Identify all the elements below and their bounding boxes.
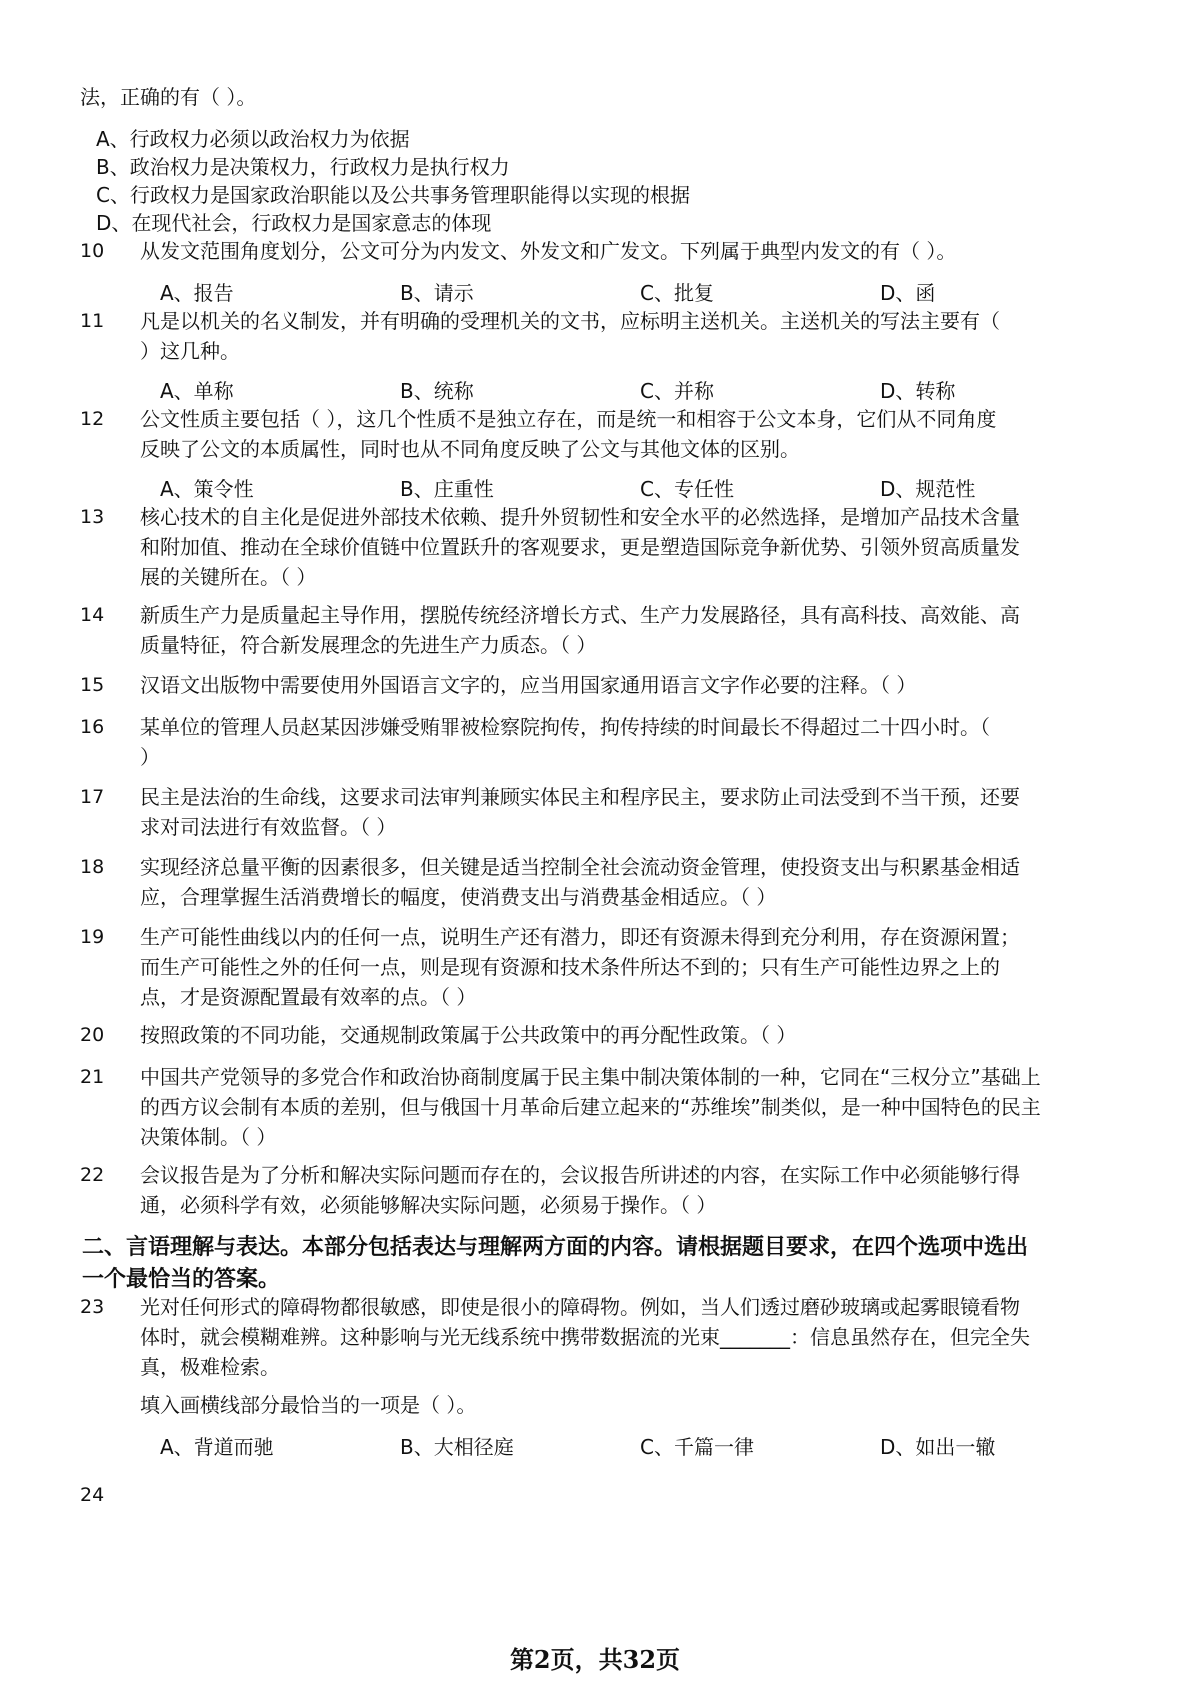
question-number: 12 <box>80 408 105 430</box>
question-10-text: 从发文范围角度划分，公文可分为内发文、外发文和广发文。下列属于典型内发文的有（ ）。 <box>140 239 957 263</box>
question-number: 21 <box>80 1066 105 1088</box>
question-number: 20 <box>80 1024 105 1046</box>
question-11-text: 凡是以机关的名义制发，并有明确的受理机关的文书，应标明主送机关。主送机关的写法主要有（ ）这几种。 <box>140 309 1000 363</box>
q10-option-b: B、请示 <box>400 281 474 305</box>
question-number: 14 <box>80 604 105 626</box>
question-18-text: 实现经济总量平衡的因素很多，但关键是适当控制全社会流动资金管理，使投资支出与积累基金相适 应，合理掌握生活消费增长的幅度，使消费支出与消费基金相适应。（ ） <box>140 855 1020 909</box>
question-19-text: 生产可能性曲线以内的任何一点，说明生产还有潜力，即还有资源未得到充分利用，存在资源闲置； 而生产可能性之外的任何一点，则是现有资源和技术条件所达不到的；只有生产可能性边界之上的 点，才是资源配置最有效率的点。（ ） <box>140 925 1020 1009</box>
question-9-stem-tail: 法，正确的有（ ）。 <box>80 85 257 109</box>
question-number: 24 <box>80 1484 105 1506</box>
question-12-text: 公文性质主要包括（ ），这几个性质不是独立存在，而是统一和相容于公文本身，它们从不同角度 反映了公文的本质属性，同时也从不同角度反映了公文与其他文体的区别。 <box>140 407 997 461</box>
section-heading: 二、言语理解与表达。本部分包括表达与理解两方面的内容。请根据题目要求，在四个选项中选出 一个最恰当的答案。 <box>82 1235 1029 1292</box>
question-number: 10 <box>80 240 105 262</box>
question-15-text: 汉语文出版物中需要使用外国语言文字的，应当用国家通用语言文字作必要的注释。（ ） <box>140 673 917 697</box>
q10-option-a: A、报告 <box>160 281 234 305</box>
q23-prompt: 填入画横线部分最恰当的一项是（ ）。 <box>140 1393 477 1417</box>
q11-option-a: A、单称 <box>160 379 234 403</box>
q12-option-a: A、策令性 <box>160 477 254 501</box>
question-22-text: 会议报告是为了分析和解决实际问题而存在的，会议报告所讲述的内容，在实际工作中必须能够行得 通，必须科学有效，必须能够解决实际问题，必须易于操作。（ ） <box>140 1163 1020 1217</box>
question-number: 18 <box>80 856 105 878</box>
question-number: 15 <box>80 674 105 696</box>
question-21-text: 中国共产党领导的多党合作和政治协商制度属于民主集中制决策体制的一种，它同在“三权分立”基础上 的西方议会制有本质的差别，但与俄国十月革命后建立起来的“苏维埃”制类似，是一种中国特色的民主 决策体制。（ ） <box>140 1065 1041 1149</box>
question-number: 23 <box>80 1296 105 1318</box>
question-16-text: 某单位的管理人员赵某因涉嫌受贿罪被检察院拘传，拘传持续的时间最长不得超过二十四小时。（ ） <box>140 715 990 769</box>
q9-option-c: C、行政权力是国家政治职能以及公共事务管理职能得以实现的根据 <box>96 183 690 207</box>
q9-option-d: D、在现代社会，行政权力是国家意志的体现 <box>96 211 492 235</box>
question-20-text: 按照政策的不同功能，交通规制政策属于公共政策中的再分配性政策。（ ） <box>140 1023 797 1047</box>
q9-option-b: B、政治权力是决策权力，行政权力是执行权力 <box>96 155 510 179</box>
q10-option-d: D、函 <box>880 281 936 305</box>
question-number: 17 <box>80 786 105 808</box>
q23-option-a: A、背道而驰 <box>160 1435 274 1459</box>
question-number: 19 <box>80 926 105 948</box>
question-23-text: 光对任何形式的障碍物都很敏感，即使是很小的障碍物。例如，当人们透过磨砂玻璃或起雾眼镜看物 体时，就会模糊难辨。这种影响与光无线系统中携带数据流的光束_______：信息虽然存在，但完全失 真，极难检索。 <box>140 1295 1030 1379</box>
q12-option-c: C、专任性 <box>640 477 734 501</box>
page-footer: 第2页，共32页 <box>509 1645 681 1674</box>
q11-option-d: D、转称 <box>880 379 956 403</box>
q12-option-d: D、规范性 <box>880 477 976 501</box>
q23-option-c: C、千篇一律 <box>640 1435 754 1459</box>
question-14-text: 新质生产力是质量起主导作用，摆脱传统经济增长方式、生产力发展路径，具有高科技、高效能、高 质量特征，符合新发展理念的先进生产力质态。（ ） <box>140 603 1020 657</box>
q12-option-b: B、庄重性 <box>400 477 494 501</box>
question-number: 16 <box>80 716 105 738</box>
question-17-text: 民主是法治的生命线，这要求司法审判兼顾实体民主和程序民主，要求防止司法受到不当干预，还要 求对司法进行有效监督。（ ） <box>140 785 1020 839</box>
q9-option-a: A、行政权力必须以政治权力为依据 <box>96 127 410 151</box>
question-number: 11 <box>80 310 105 332</box>
q10-option-c: C、批复 <box>640 281 714 305</box>
q23-option-d: D、如出一辙 <box>880 1435 996 1459</box>
question-number: 22 <box>80 1164 105 1186</box>
q23-option-b: B、大相径庭 <box>400 1435 514 1459</box>
question-13-text: 核心技术的自主化是促进外部技术依赖、提升外贸韧性和安全水平的必然选择，是增加产品技术含量 和附加值、推动在全球价值链中位置跃升的客观要求，更是塑造国际竞争新优势、引领外贸高质量发 展的关键所在。（ ） <box>140 505 1020 589</box>
q11-option-b: B、统称 <box>400 379 474 403</box>
question-number: 13 <box>80 506 105 528</box>
q11-option-c: C、并称 <box>640 379 714 403</box>
